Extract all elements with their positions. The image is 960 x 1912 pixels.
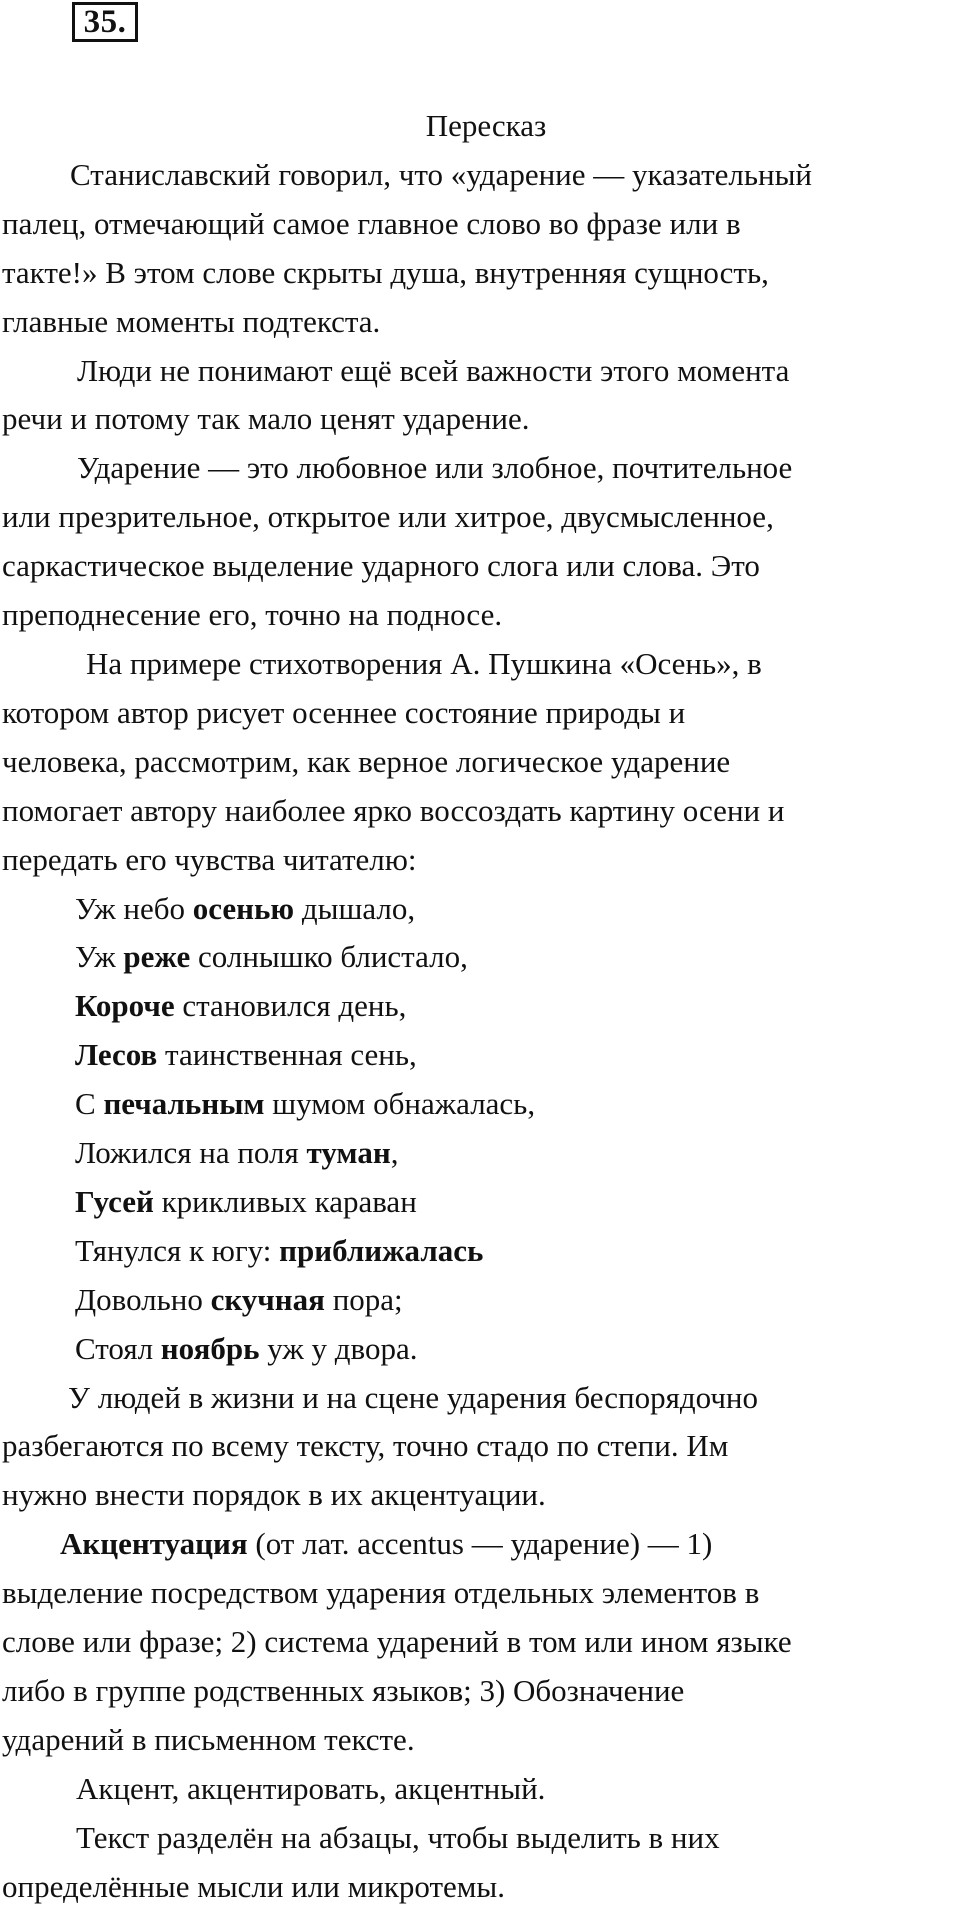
poem-stressed-word: ноябрь <box>160 1330 260 1366</box>
text-line: палец, отмечающий самое главное слово во фразе или в <box>2 205 741 241</box>
text-line: речи и потому так мало ценят ударение. <box>2 401 530 437</box>
poem-stressed-word: Лесов <box>75 1037 158 1073</box>
poem-text: Тянулся к югу: <box>75 1232 280 1268</box>
poem-text: уж у двора. <box>259 1330 418 1366</box>
poem-line <box>2 1178 960 1227</box>
text-line: разбегаются по всему тексту, точно стадо по степи. Им <box>2 1428 729 1464</box>
poem-stressed-word: осенью <box>192 890 295 926</box>
text-line: такте!» В этом слове скрыты душа, внутренняя сущность, <box>2 254 769 290</box>
text-line: преподнесение его, точно на подносе. <box>2 597 503 633</box>
text-line: котором автор рисует осеннее состояние природы и <box>2 694 686 730</box>
poem-text: Ложился на поля <box>75 1135 307 1171</box>
poem-text: солнышко блистало, <box>190 939 468 975</box>
poem-line <box>2 982 960 1031</box>
poem-line <box>2 1325 960 1374</box>
poem-text: , <box>390 1135 399 1171</box>
poem-stressed-word: реже <box>123 939 191 975</box>
text-line: нужно внести порядок в их акцентуации. <box>2 1477 546 1513</box>
poem-text: С <box>75 1086 104 1122</box>
poem-stressed-word: приближалась <box>279 1232 484 1268</box>
text-line: или презрительное, открытое или хитрое, двусмысленное, <box>2 499 774 535</box>
poem-text: таинственная сень, <box>157 1037 417 1073</box>
text-line: Текст разделён на абзацы, чтобы выделить в них <box>76 1819 720 1855</box>
text-line: либо в группе родственных языков; 3) Обозначение <box>2 1673 685 1708</box>
definition-first-line <box>2 1520 960 1569</box>
poem-text: Довольно <box>75 1281 211 1317</box>
poem-text: Стоял <box>75 1330 161 1366</box>
text-line: У людей в жизни и на сцене ударения беспорядочно <box>68 1379 759 1415</box>
poem-line <box>2 1276 960 1325</box>
poem-line <box>2 933 960 982</box>
poem-text: крикливых караван <box>153 1183 417 1219</box>
poem-stressed-word: Короче <box>75 988 175 1024</box>
poem-text: становился день, <box>174 988 407 1024</box>
text-line: слове или фразе; 2) система ударений в том или ином языке <box>2 1624 792 1660</box>
text-line: Люди не понимают ещё всей важности этого момента <box>77 352 790 388</box>
text-line: На примере стихотворения А. Пушкина «Осень», в <box>86 645 762 681</box>
poem-text: пора; <box>324 1281 403 1317</box>
page-title: Пересказ <box>425 108 547 143</box>
text-line: помогает автору наиболее ярко воссоздать картину осени и <box>2 792 785 828</box>
poem-line <box>2 1129 960 1178</box>
text-line: Акцент, акцентировать, акцентный. <box>76 1770 546 1806</box>
text-line: человека, рассмотрим, как верное логическое ударение <box>2 743 731 779</box>
poem-text: Уж небо <box>75 890 193 926</box>
poem-line <box>2 1080 960 1129</box>
text-body <box>2 102 960 1912</box>
poem-line <box>2 1227 960 1276</box>
text-line: передать его чувства читателю: <box>2 841 417 877</box>
text-line: Ударение — это любовное или злобное, почтительное <box>77 450 793 486</box>
poem-stressed-word: Гусей <box>75 1183 154 1219</box>
poem-stressed-word: туман <box>306 1135 391 1171</box>
task-number-badge: 35. <box>72 2 138 42</box>
text-line: определённые мысли или микротемы. <box>2 1868 505 1904</box>
poem-text: шумом обнажалась, <box>264 1086 536 1122</box>
definition-text: (от лат. accentus — ударение) — 1) <box>247 1526 713 1562</box>
poem-line <box>2 1031 960 1080</box>
poem-stressed-word: скучная <box>210 1281 325 1317</box>
poem-text: дышало, <box>294 890 416 926</box>
poem-line <box>2 885 960 934</box>
poem-block <box>2 885 960 1374</box>
poem-stressed-word: печальным <box>103 1086 265 1122</box>
text-line: главные моменты подтекста. <box>2 303 381 339</box>
text-line: Станиславский говорил, что «ударение — указательный <box>70 156 812 192</box>
text-line: саркастическое выделение ударного слога или слова. Это <box>2 548 760 584</box>
text-line: ударений в письменном тексте. <box>2 1721 415 1757</box>
definition-term: Акцентуация <box>60 1526 248 1562</box>
poem-text: Уж <box>75 939 124 975</box>
text-line: выделение посредством ударения отдельных элементов в <box>2 1575 760 1611</box>
